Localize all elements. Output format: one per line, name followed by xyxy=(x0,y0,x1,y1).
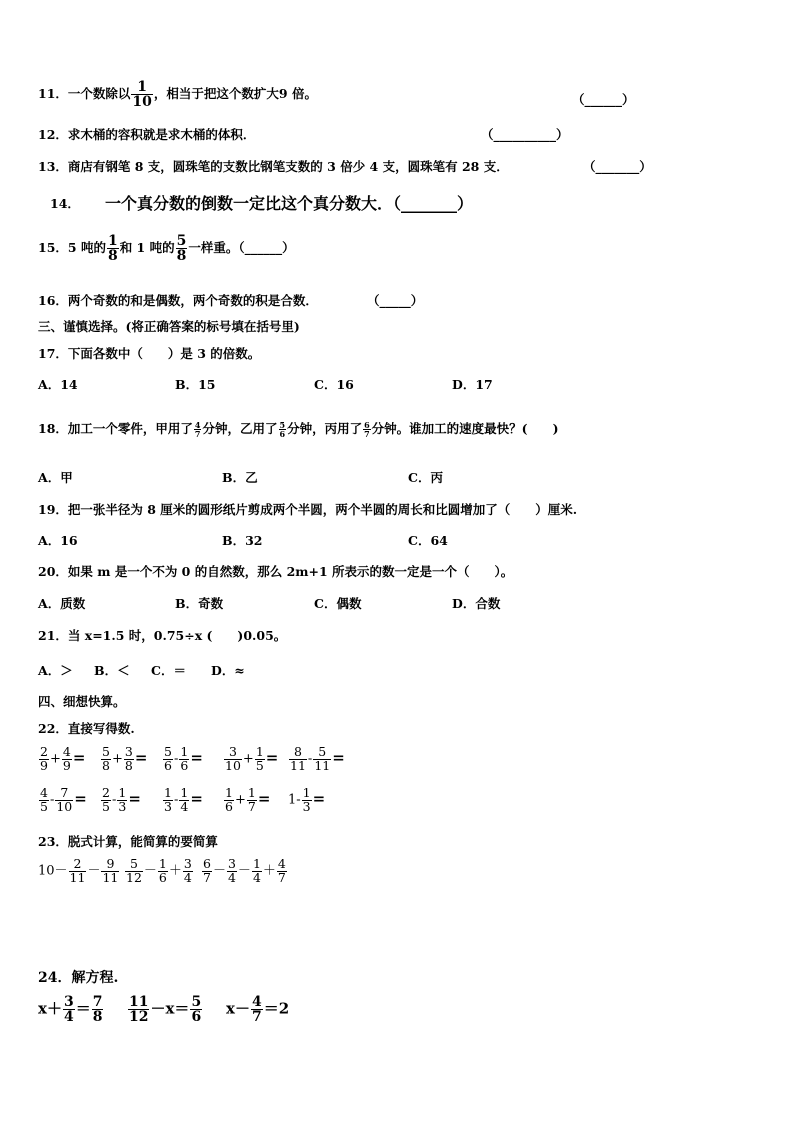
q24-title: 24．解方程. xyxy=(38,970,119,986)
section-4-heading: 四、细想快算。 xyxy=(38,694,126,709)
q17-option-b[interactable]: B．15 xyxy=(175,377,216,392)
fraction: $\frac{3}{10}$ xyxy=(225,744,241,773)
q22-item: $\frac{1}{6}$ + $\frac{1}{7}$ = xyxy=(225,785,271,814)
q17-line: 17．下面各数中（ ）是 3 的倍数。 xyxy=(38,346,261,361)
fraction: $\frac{4}{9}$ xyxy=(62,744,71,773)
q24-equation-3: x－ $\frac{4}{7}$ ＝2 xyxy=(226,994,290,1025)
q22-item: $\frac{2}{5}$ - $\frac{1}{3}$ = xyxy=(102,785,141,814)
q23-title: 23．脱式计算，能简算的要简算 xyxy=(38,834,218,849)
fraction: $\frac{7}{10}$ xyxy=(56,785,73,814)
q21-option-d[interactable]: D．≈ xyxy=(211,663,245,678)
q18-option-c[interactable]: C．丙 xyxy=(408,470,443,485)
fraction: $\frac{2}{9}$ xyxy=(40,744,48,773)
q19-option-b[interactable]: B．32 xyxy=(222,533,263,548)
q22-row-1 xyxy=(38,746,778,782)
q21-option-a[interactable]: A．＞ xyxy=(38,663,73,678)
q24-equation-2: $\frac{11}{12}$ －x＝ $\frac{5}{6}$ xyxy=(129,994,202,1025)
q18-fraction-2: $\frac{5}{6}$ xyxy=(279,420,286,439)
q22-item: $\frac{5}{8}$ + $\frac{3}{8}$ = xyxy=(102,744,148,773)
fraction: $\frac{2}{5}$ xyxy=(102,785,110,814)
q20-option-b[interactable]: B．奇数 xyxy=(175,596,224,611)
q12-answer-blank[interactable]: （__________） xyxy=(481,127,569,142)
fraction: $\frac{1}{3}$ xyxy=(302,785,311,814)
fraction: $\frac{1}{6}$ xyxy=(180,744,189,773)
q22-item: $\frac{8}{11}$ - $\frac{5}{11}$ = xyxy=(290,744,345,773)
q21-option-c[interactable]: C．＝ xyxy=(151,663,186,678)
fraction: $\frac{1}{6}$ xyxy=(225,785,233,814)
q17-option-c[interactable]: C．16 xyxy=(314,377,354,392)
q23-expression-1: 10－ $\frac{2}{11}$ － $\frac{9}{11}$ xyxy=(38,856,119,885)
q19-line: 19．把一张半径为 8 厘米的圆形纸片剪成两个半圆，两个半圆的周长和比圆增加了（ ）厘米. xyxy=(38,502,578,517)
q22-row-2 xyxy=(38,787,778,823)
q16-answer-blank[interactable]: （_____） xyxy=(367,293,424,308)
fraction: $\frac{5}{8}$ xyxy=(102,744,110,773)
q11-fraction: $\frac{1}{10}$ xyxy=(132,79,152,110)
q21-line: 21．当 x=1.5 时，0.75÷x ( )0.05。 xyxy=(38,628,287,643)
q17-option-a[interactable]: A．14 xyxy=(38,377,78,392)
q20-line: 20．如果 m 是一个不为 0 的自然数，那么 2m+1 所表示的数一定是一个（ ）。 xyxy=(38,564,514,579)
fraction: $\frac{1}{5}$ xyxy=(255,744,264,773)
fraction: $\frac{1}{7}$ xyxy=(247,785,256,814)
q19-option-c[interactable]: C．64 xyxy=(408,533,448,548)
q14-line: 一个真分数的倒数一定比这个真分数大．（_______） xyxy=(105,194,474,213)
q23-expression-2: $\frac{5}{12}$ － $\frac{1}{6}$ ＋ $\frac{3}{4}$ xyxy=(126,856,192,885)
q12-line: 12．求木桶的容积就是求木桶的体积． xyxy=(38,127,256,142)
fraction: $\frac{1}{4}$ xyxy=(180,785,189,814)
fraction: $\frac{5}{11}$ xyxy=(314,744,331,773)
q13-line: 13．商店有钢笔 8 支，圆珠笔的支数比钢笔支数的 3 倍少 4 支，圆珠笔有 28 支． xyxy=(38,159,509,174)
q15-fraction-1: $\frac{1}{8}$ xyxy=(107,233,118,264)
fraction: $\frac{1}{3}$ xyxy=(118,785,127,814)
q15-fraction-2: $\frac{5}{8}$ xyxy=(176,233,187,264)
q19-option-a[interactable]: A．16 xyxy=(38,533,78,548)
q22-item: $\frac{4}{5}$ - $\frac{7}{10}$ = xyxy=(40,785,87,814)
q17-option-d[interactable]: D．17 xyxy=(452,377,493,392)
q11-text-a: 11．一个数除以 xyxy=(38,86,131,101)
q24-equation-1: x＋ $\frac{3}{4}$ ＝ $\frac{7}{8}$ xyxy=(38,994,103,1025)
q22-title: 22．直接写得数. xyxy=(38,721,135,736)
q23-expression-3: $\frac{6}{7}$ － $\frac{3}{4}$ － $\frac{1}{4}$ ＋ $\frac{4}{7}$ xyxy=(203,856,286,885)
q21-option-b[interactable]: B．＜ xyxy=(94,663,130,678)
fraction: $\frac{5}{6}$ xyxy=(164,744,172,773)
q14-num: 14． xyxy=(50,196,80,211)
q11-line xyxy=(38,80,317,109)
q20-option-d[interactable]: D．合数 xyxy=(452,596,501,611)
q18-option-b[interactable]: B．乙 xyxy=(222,470,258,485)
q22-item: $\frac{1}{3}$ - $\frac{1}{4}$ = xyxy=(164,785,203,814)
fraction: $\frac{1}{3}$ xyxy=(164,785,172,814)
q11-answer-blank[interactable]: （______） xyxy=(572,92,635,107)
q22-item: $\frac{3}{10}$ + $\frac{1}{5}$ = xyxy=(225,744,279,773)
q15-line: 15．5 吨的 $\frac{1}{8}$ 和 1 吨的 $\frac{5}{8}$ 一样重。（______） xyxy=(38,233,295,264)
q18-option-a[interactable]: A．甲 xyxy=(38,470,73,485)
q22-item: $\frac{2}{9}$ + $\frac{4}{9}$ = xyxy=(40,744,86,773)
fraction: $\frac{4}{5}$ xyxy=(40,785,48,814)
q18-fraction-1: $\frac{4}{7}$ xyxy=(194,420,201,439)
q11-text-b: ，相当于把这个数扩大9 倍。 xyxy=(153,86,317,101)
q20-option-a[interactable]: A．质数 xyxy=(38,596,86,611)
q22-item: 1- $\frac{1}{3}$ = xyxy=(288,785,326,814)
q18-fraction-3: $\frac{6}{7}$ xyxy=(364,420,370,439)
fraction: $\frac{3}{8}$ xyxy=(124,744,133,773)
fraction: $\frac{8}{11}$ xyxy=(290,744,306,773)
q22-item: $\frac{5}{6}$ - $\frac{1}{6}$ = xyxy=(164,744,203,773)
q20-option-c[interactable]: C．偶数 xyxy=(314,596,362,611)
q18-line: 18．加工一个零件，甲用了 $\frac{4}{7}$ 分钟，乙用了 $\frac{5}{6}$ 分钟，丙用了 $\frac{6}{7}$ 分钟。谁加工的速度最快？( ) xyxy=(38,420,559,439)
q16-line: 16．两个奇数的和是偶数，两个奇数的积是合数． xyxy=(38,293,318,308)
section-3-heading: 三、谨慎选择。(将正确答案的标号填在括号里) xyxy=(38,319,300,334)
q13-answer-blank[interactable]: （_______） xyxy=(583,159,652,174)
